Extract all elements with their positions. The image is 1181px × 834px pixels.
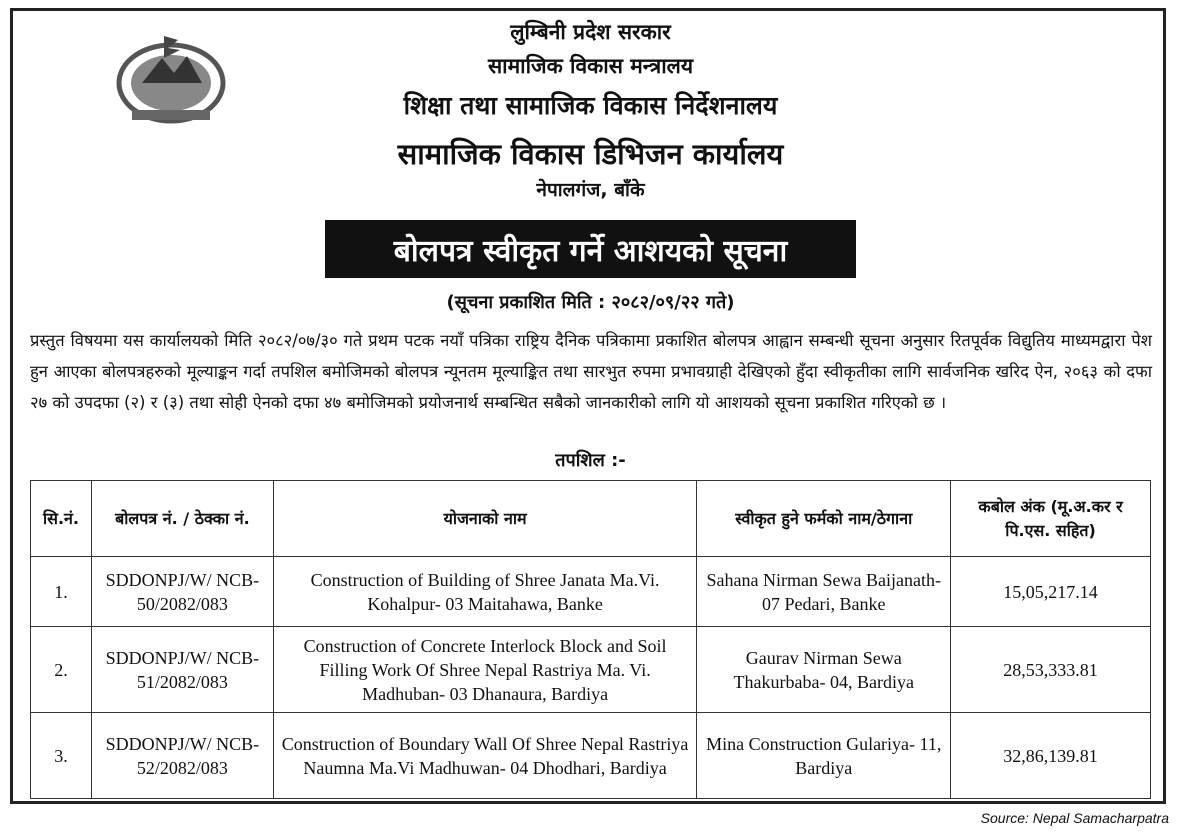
notice-title: बोलपत्र स्वीकृत गर्ने आशयको सूचना	[325, 220, 856, 278]
header-bid-no: बोलपत्र नं. / ठेक्का नं.	[91, 481, 273, 557]
table-row	[31, 627, 1151, 713]
cell-bid-no: SDDONPJ/W/ NCB-51/2082/083	[91, 627, 273, 713]
source-credit: Source: Nepal Samacharpatra	[980, 810, 1169, 826]
cell-amount: 32,86,139.81	[951, 713, 1151, 799]
cell-project-name: Construction of Concrete Interlock Block and Soil Filling Work Of Shree Nepal Rastriya Ma. Vi. Madhuban- 03 Dhanaura, Bardiya	[273, 627, 696, 713]
publication-date: (सूचना प्रकाशित मिति : २०८२/०९/२२ गते)	[446, 292, 735, 313]
header-line-1: लुम्बिनी प्रदेश सरकार	[510, 20, 671, 44]
cell-sn: 2.	[31, 627, 92, 713]
notice-paragraph: प्रस्तुत विषयमा यस कार्यालयको मिति २०८२/०७/३० गते प्रथम पटक नयाँ पत्रिका राष्ट्रिय दैनिक पत्रिकामा प्रकाशित बोलपत्र आह्वान सम्बन्धी सूचना अनुसार रितपूर्वक विद्युतिय माध्यमद्वारा पेश हुन आएका बोलपत्रहरुको मूल्याङ्कन गर्दा तपशिल बमोजिमको बोलपत्र न्यूनतम मूल्याङ्कित तथा सारभुत रुपमा प्रभावग्राही देखिएको हुँदा स्वीकृतीका लागि सार्वजनिक खरिद ऐन, २०६३ को दफा २७ को उपदफा (२) र (३) तथा सोही ऐनको दफा ४७ बमोजिमको प्रयोजनार्थ सम्बन्धित सबैको जानकारीको लागि यो आशयको सूचना प्रकाशित गरिएको छ ।	[30, 331, 1152, 412]
cell-amount: 15,05,217.14	[951, 557, 1151, 627]
cell-bid-no: SDDONPJ/W/ NCB-50/2082/083	[91, 557, 273, 627]
header-line-2: सामाजिक विकास मन्त्रालय	[487, 54, 694, 78]
header-amount: कबोल अंक (मू.अ.कर र पि.एस. सहित)	[951, 481, 1151, 557]
cell-firm: Gaurav Nirman Sewa Thakurbaba- 04, Bardiya	[697, 627, 951, 713]
cell-project-name: Construction of Boundary Wall Of Shree Nepal Rastriya Naumna Ma.Vi Madhuwan- 04 Dhodhari, Bardiya	[273, 713, 696, 799]
table-row	[31, 557, 1151, 627]
cell-firm: Sahana Nirman Sewa Baijanath- 07 Pedari, Banke	[697, 557, 951, 627]
header-line-4: सामाजिक विकास डिभिजन कार्यालय	[397, 137, 784, 171]
cell-amount: 28,53,333.81	[951, 627, 1151, 713]
bid-table	[30, 480, 1151, 799]
cell-sn: 3.	[31, 713, 92, 799]
header-project-name: योजनाको नाम	[273, 481, 696, 557]
table-header-row	[31, 481, 1151, 557]
table-row	[31, 713, 1151, 799]
cell-firm: Mina Construction Gulariya- 11, Bardiya	[697, 713, 951, 799]
details-label: तपशिल :-	[555, 450, 626, 471]
cell-bid-no: SDDONPJ/W/ NCB-52/2082/083	[91, 713, 273, 799]
header-line-3: शिक्षा तथा सामाजिक विकास निर्देशनालय	[403, 91, 778, 120]
cell-project-name: Construction of Building of Shree Janata Ma.Vi. Kohalpur- 03 Maitahawa, Banke	[273, 557, 696, 627]
header-firm: स्वीकृत हुने फर्मको नाम/ठेगाना	[697, 481, 951, 557]
cell-sn: 1.	[31, 557, 92, 627]
header-line-5: नेपालगंज, बाँके	[536, 179, 645, 201]
header-sn: सि.नं.	[31, 481, 92, 557]
